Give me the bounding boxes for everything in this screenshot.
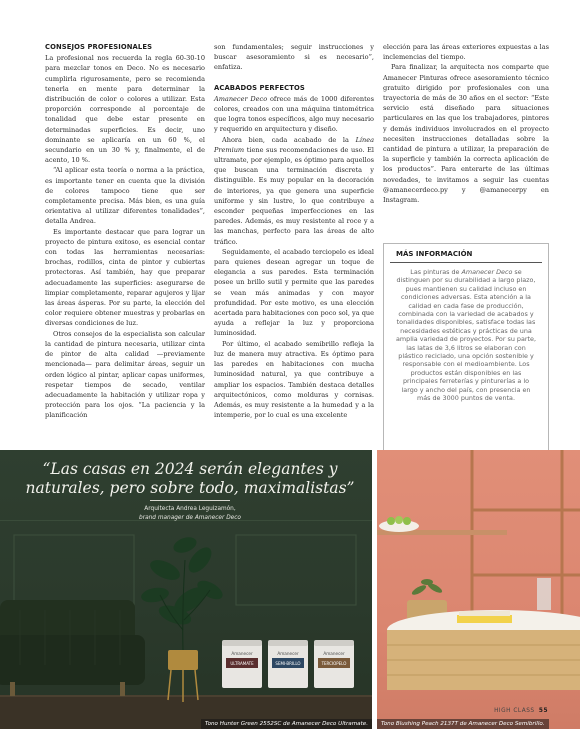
paint-cans xyxy=(216,636,372,706)
paragraph: Amanecer Deco ofrece más de 1000 diferentes colores, creados con una máquina tintométrica que logra tonos específicos, algo muy necesario y requerido en arquitectura y diseño. xyxy=(214,94,374,134)
photo-caption-right: Tono Blushing Peach 2137T de Amanecer Deco Semibrillo. xyxy=(377,719,549,729)
photo-caption-left: Tono Hunter Green 2552SC de Amanecer Deco Ultramate. xyxy=(201,719,372,729)
paragraph: Por último, el acabado semibrillo refleja la luz de manera muy atractiva. Es óptimo para las paredes en habitaciones con mucha luminosidad natural, ya que contribuye a ampliar los espacios. También destaca detalles arquitectónicos, como molduras y cornisas. Además, es muy resistente a la humedad y a la intemperie, por lo cual es una excelente xyxy=(214,339,374,420)
paragraph: son fundamentales; seguir instrucciones y buscar asesoramiento si es necesario”, enfatiza. xyxy=(214,43,374,72)
paragraph: elección para las áreas exteriores expuestas a las inclemencias del tiempo. xyxy=(383,43,549,62)
svg-text:ULTRAMATE: ULTRAMATE xyxy=(230,661,254,666)
paint-can xyxy=(268,640,308,688)
svg-text:Amanecer: Amanecer xyxy=(277,651,299,656)
page-number: 55 xyxy=(538,708,548,714)
svg-text:TERCIOPELO: TERCIOPELO xyxy=(321,661,347,666)
article-column-2 xyxy=(214,42,374,420)
quote-attribution xyxy=(80,505,300,522)
pull-quote: “Las casas en 2024 serán elegantes y naturales, pero sobre todo, maximalistas” xyxy=(25,460,355,497)
quote-divider xyxy=(150,500,230,501)
paragraph: Otros consejos de la especialista son calcular la cantidad de pintura necesaria, utilizar cinta de pintor de alta calidad —previamente mencionada— para delimitar áreas, seguir un orden lógico al pintar, aplicar capas uniformes, respetar tiempos de secado, ventilar adecuadamente la habitación y utilizar ropa y protección para los ojos. “La paciencia y la planificación xyxy=(45,329,205,420)
photo-green-living-room xyxy=(0,450,372,729)
magazine-name: HIGH CLASS xyxy=(494,708,535,714)
brand-name: Amanecer Deco xyxy=(214,94,268,103)
shelf-illustration xyxy=(377,450,580,729)
paragraph: Seguidamente, el acabado terciopelo es ideal para quienes desean agregar un toque de elegancia a sus paredes. Esta terminación posee un brillo sutil y permite que las paredes se vean más animadas y con mayor profundidad. Por este motivo, es una elección acertada para habitaciones con poco sol, ya que ayuda a reflejar la luz y proporciona luminosidad. xyxy=(214,247,374,338)
section-heading-acabados: ACABADOS PERFECTOS xyxy=(214,83,305,92)
paragraph: Es importante destacar que para lograr un proyecto de pintura exitoso, es esencial contar con todas las herramientas necesarias: brochas, rodillos, cinta de pintor y cubiertas protectoras. Así también, hay que preparar adecuadamente las superficies: asegurarse de limpiar completamente, reparar agujeros y lijar las áreas ásperas. Por su parte, la elección del color requiere obtener muestras y probarlas en diversas condiciones de luz. xyxy=(45,227,205,328)
article-column-1 xyxy=(45,42,205,421)
info-box xyxy=(383,243,549,455)
article-column-3 xyxy=(383,42,549,205)
paint-can xyxy=(314,640,354,688)
svg-text:SEMI-BRILLO: SEMI-BRILLO xyxy=(275,661,301,666)
paragraph: Ahora bien, cada acabado de la Línea Premium tiene sus recomendaciones de uso. El ultramate, por ejemplo, es óptimo para aquellos que buscan una terminación discreta y distinguible. Es muy popular en la decoración de interiores, ya que genera una superficie uniforme y sin lustre, lo que contribuye a esconder pequeñas imperfecciones en las paredes. Además, es muy resistente al roce y a las manchas, perfecto para las áreas de alto tráfico. xyxy=(214,135,374,246)
info-box-text: Las pinturas de Amanecer Deco se distinguen por su durabilidad a largo plazo, pues mantienen su calidad incluso en condiciones adversas. Esta atención a la calidad en cada fase de producción, combinada con la variedad de acabados y tonalidades disponibles, satisface todas las necesidades estéticas y prácticas de una amplia variedad de proyectos. Por su parte, las latas de 3,6 litros se elaboran con plástico reciclado, una opción sostenible y responsable con el medioambiente. Los productos están disponibles en las principales ferreterías y pinturerías a lo largo y ancho del país, con presencia en más de 3000 puntos de venta. xyxy=(396,268,536,403)
quote-author: Arquitecta Andrea Leguizamón, xyxy=(144,506,236,512)
photo-peach-shelf xyxy=(377,450,580,729)
info-box-title: MÁS INFORMACIÓN xyxy=(396,250,473,258)
svg-text:Amanecer: Amanecer xyxy=(323,651,345,656)
section-heading-consejos: CONSEJOS PROFESIONALES xyxy=(45,43,153,51)
paragraph: Para finalizar, la arquitecta nos comparte que Amanecer Pinturas ofrece asesoramiento técnico gratuito dirigido por profesionales con una trayectoria de más de 30 años en el sector: “Este servicio está diseñado para situaciones particulares en las que los trabajadores, pintores y demás individuos involucrados en el proyecto necesiten instrucciones detalladas sobre la cantidad de pintura a utilizar, la preparación de la superficie y también la correcta aplicación de los productos”. Para enterarte de las últimas novedades, te invitamos a seguir las cuentas @amanecerdeco.py y @amanecerpy en Instagram. xyxy=(383,63,549,205)
quote-author-role: brand manager de Amanecer Deco xyxy=(139,514,241,521)
paragraph: “Al aplicar esta teoría o norma a la práctica, es importante tener en cuenta que la división de colores tampoco tiene que ser completamente precisa. Más bien, es una guía orientativa al utilizar diferentes tonalidades”, detalla Andrea. xyxy=(45,166,205,226)
svg-text:Amanecer: Amanecer xyxy=(231,651,253,656)
paint-can xyxy=(222,640,262,688)
page-footer xyxy=(494,708,548,714)
product-line-name: Línea Premium xyxy=(214,135,374,154)
paragraph: La profesional nos recuerda la regla 60-30-10 para mezclar tonos en Deco. No es necesario cumplirla rigurosamente, pero se recomienda tenerla en mente para determinar la distribución de color o colores a utilizar. Esta proporción corresponde al porcentaje de tonalidad que debe estar presente en determinadas superficies. Es decir, uno dominante se aplicaría en un 60 %, el secundario en un 30 % y, finalmente, el de acento, 10 %. xyxy=(45,54,205,165)
